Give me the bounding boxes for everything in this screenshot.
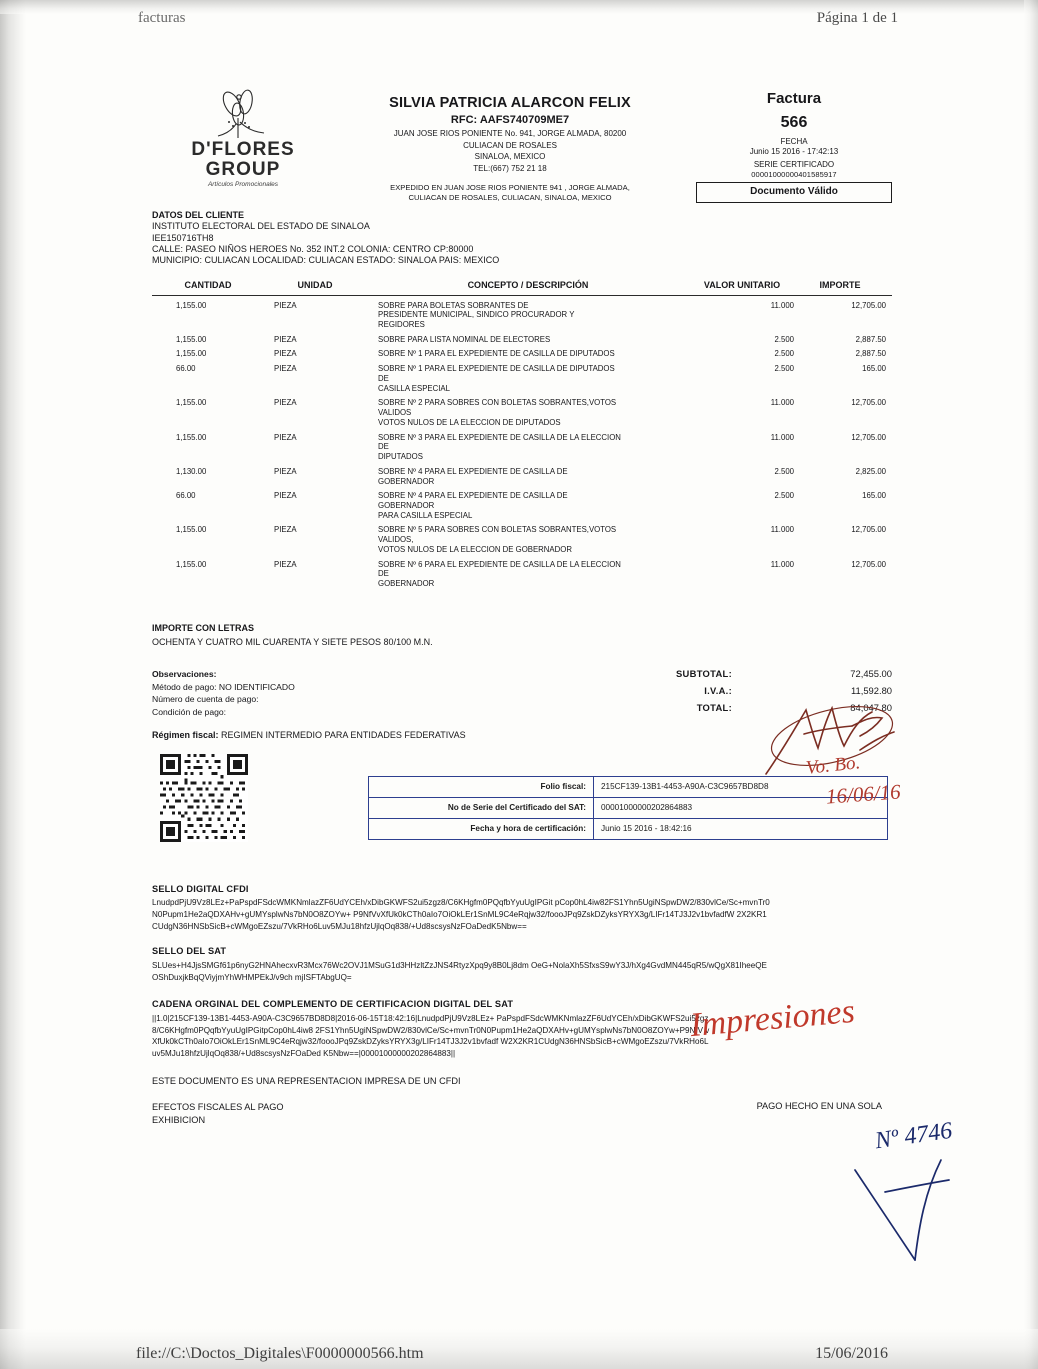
concepto-line: DE: [378, 569, 389, 579]
invoice-date-label: FECHA: [780, 136, 808, 146]
issuer-address-3: SINALOA, MEXICO: [474, 152, 546, 162]
table-row: [152, 462, 892, 486]
fiscal-row: [369, 797, 888, 818]
invoice-label: Factura: [766, 90, 822, 107]
table-row: [152, 428, 892, 462]
flower-logo-icon: [180, 90, 306, 140]
concepto-line: GOBERNADOR: [378, 476, 435, 486]
handwritten-vobo: Vo. Bo.: [804, 752, 862, 779]
print-header-page: Página 1 de 1: [816, 10, 898, 26]
table-row: [152, 555, 892, 589]
cell-cantidad: 1,155.00: [176, 300, 207, 310]
issuer-expedido-line2: CULIACAN DE ROSALES, CULIACAN, SINALOA, MEXICO: [408, 193, 612, 203]
concepto-line: VALIDOS,: [378, 535, 414, 545]
cell-cantidad: 66.00: [176, 364, 196, 374]
invoice-serie-label: SERIE CERTIFICADO: [753, 159, 835, 169]
invoice-number: 566: [780, 113, 808, 131]
col-unidad: UNIDAD: [264, 280, 366, 295]
cell-concepto: [366, 295, 690, 330]
cell-cantidad: 1,155.00: [176, 525, 207, 535]
observations-metodo: Método de pago: NO IDENTIFICADO: [152, 681, 295, 692]
qr-code: [160, 754, 248, 842]
client-block: [152, 210, 892, 266]
concepto-line: REGIDORES: [378, 319, 425, 329]
amount-in-words-heading: IMPORTE CON LETRAS: [152, 622, 255, 633]
concepto-line: SOBRE PARA LISTA NOMINAL DE ELECTORES: [378, 334, 551, 344]
cell-concepto: [366, 462, 690, 486]
total-value: 84,047.80: [850, 701, 892, 713]
subtotal-value: 72,455.00: [850, 668, 892, 680]
cell-valor-unitario: 11.000: [770, 525, 794, 535]
concepto-line: SOBRE Nº 4 PARA EL EXPEDIENTE DE CASILLA DE: [378, 466, 568, 476]
issuer-rfc: RFC: AAFS740709ME7: [450, 114, 570, 127]
totals-subtotal-row: [562, 668, 892, 680]
concepto-line: GOBERNADOR: [378, 579, 435, 589]
concepto-line: DE: [378, 442, 389, 452]
observations-condicion: Condición de pago:: [152, 706, 227, 717]
cadena-heading: CADENA ORGINAL DEL COMPLEMENTO DE CERTIFICACION DIGITAL DEL SAT: [152, 999, 514, 1010]
pago-note: PAGO HECHO EN UNA SOLA: [756, 1101, 882, 1112]
efectos-line2: EXHIBICION: [152, 1115, 206, 1126]
cell-cantidad: 1,155.00: [176, 432, 207, 442]
handwritten-flourish: [845, 1140, 995, 1275]
issuer-expedido-line1: EXPEDIDO EN JUAN JOSE RIOS PONIENTE 941 , JORGE ALMADA,: [390, 182, 630, 192]
cell-concepto: [366, 359, 690, 393]
fiscal-row-label: No de Serie del Certificado del SAT:: [369, 797, 594, 818]
table-row: [152, 486, 892, 520]
cell-valor-unitario: 2.500: [774, 466, 794, 476]
sello-cfdi-value: LnudpdPjU9Vz8LEz+PaPspdFSdcWMKNmlazZF6UdYCEh/xDibGKWFS2ui5zgz8/C6KHgfm0PQqfbYyuUgIPGit pCop0hL4iw82FS1Yhn5UgiNSpwDW2/830vlCe/Sc+mvnTr0N0Pupm1He2aQDXAHv+gUMYsplwNs7bN0O8ZOYw+ P9NfVvXfUk0kCTh0aIo7OiOkLEr1SnML9C4eRqjw32/foooJPq9ZskDZyksYRYX3g/LIFr14TJ3J2v1bvfadfW 2X2KR1CUdgN36HNSbSicB+cWMgoEZszu/7VkRHo6Luv5MJu18hfzUjlqOq838/+Ud8scsysNzFOaDedK5Nbw==: [152, 898, 770, 931]
cell-concepto: [366, 486, 690, 520]
fiscal-table: [368, 776, 888, 841]
cell-importe: 2,887.50: [855, 349, 886, 359]
items-table: [152, 280, 892, 589]
print-footer-date: 15/06/2016: [815, 1345, 888, 1362]
concepto-line: SOBRE Nº 6 PARA EL EXPEDIENTE DE CASILLA DE LA ELECCION: [378, 559, 621, 569]
invoice-header: [152, 90, 892, 208]
cell-cantidad: 1,130.00: [176, 466, 207, 476]
cell-concepto: [366, 520, 690, 554]
concepto-line: DE: [378, 373, 389, 383]
cell-unidad: PIEZA: [274, 525, 297, 535]
logo-text-line1: D'FLORES: [191, 139, 295, 160]
issuer-block: [330, 94, 690, 203]
items-table-header-row: [152, 280, 892, 295]
cell-unidad: PIEZA: [274, 398, 297, 408]
concepto-line: SOBRE Nº 1 PARA EL EXPEDIENTE DE CASILLA DE DIPUTADOS: [378, 349, 615, 359]
invoice-meta-block: [696, 90, 892, 203]
iva-label: I.V.A.:: [704, 685, 732, 697]
efectos-line1: EFECTOS FISCALES AL PAGO: [152, 1102, 284, 1113]
invoice-document: [152, 90, 892, 1141]
cell-unidad: PIEZA: [274, 432, 297, 442]
issuer-phone: TEL:(667) 752 21 18: [473, 163, 547, 173]
cell-valor-unitario: 11.000: [770, 559, 794, 569]
scan-edge-left: [0, 0, 26, 1369]
cell-valor-unitario: 2.500: [774, 364, 794, 374]
status-badge: Documento Válido: [696, 182, 892, 203]
company-logo: [180, 90, 306, 189]
invoice-serie-value: 00001000000401585917: [751, 169, 837, 179]
cell-importe: 12,705.00: [851, 300, 886, 310]
observations-heading: Observaciones:: [152, 669, 217, 680]
sello-sat-heading: SELLO DEL SAT: [152, 946, 227, 957]
cell-cantidad: 1,155.00: [176, 398, 207, 408]
total-label: TOTAL:: [696, 701, 732, 713]
cell-cantidad: 66.00: [176, 491, 196, 501]
amount-in-words-value: OCHENTA Y CUATRO MIL CUARENTA Y SIETE PESOS 80/100 M.N.: [152, 637, 433, 648]
cell-concepto: [366, 344, 690, 359]
cell-concepto: [366, 330, 690, 345]
concepto-line: GOBERNADOR: [378, 500, 435, 510]
concepto-line: SOBRE PARA BOLETAS SOBRANTES DE: [378, 300, 529, 310]
subtotal-label: SUBTOTAL:: [676, 668, 732, 680]
sello-cfdi-section: [152, 884, 892, 933]
cell-valor-unitario: 11.000: [770, 300, 794, 310]
sello-sat-value: SLUes+H4JjsSMGf61p6nyG2HNAhecxvR3Mcx76Wc2OVJ1MSuG1d3HHzltZzJNS4RtyzXpq9y8B0Lj8dm OeG+NolaXh5SfxsS9wY3J/hXg4GvdMN445qR5/wQgX81IheeQEOShDuxjkBqQViyjmYhWHMPEkJ/v9ch mjISFTAbgUQ=: [152, 960, 767, 982]
sello-sat-section: [152, 946, 892, 983]
concepto-line: VOTOS NULOS DE LA ELECCION DE DIPUTADOS: [378, 417, 561, 427]
cell-unidad: PIEZA: [274, 349, 297, 359]
cell-importe: 165.00: [862, 491, 886, 501]
fiscal-row-value: 00001000000202864883: [594, 797, 888, 818]
fiscal-row-label: Folio fiscal:: [369, 776, 594, 797]
cell-unidad: PIEZA: [274, 559, 297, 569]
concepto-line: SOBRE Nº 1 PARA EL EXPEDIENTE DE CASILLA DE DIPUTADOS: [378, 364, 615, 374]
cell-importe: 12,705.00: [851, 432, 886, 442]
cell-unidad: PIEZA: [274, 364, 297, 374]
print-header-title: facturas: [138, 10, 186, 26]
cell-cantidad: 1,155.00: [176, 334, 207, 344]
concepto-line: SOBRE Nº 5 PARA SOBRES CON BOLETAS SOBRANTES,VOTOS: [378, 525, 617, 535]
issuer-address-1: JUAN JOSE RIOS PONIENTE No. 941, JORGE ALMADA, 80200: [393, 129, 627, 139]
table-row: [152, 393, 892, 427]
iva-value: 11,592.80: [850, 685, 892, 697]
cell-concepto: [366, 428, 690, 462]
table-row: [152, 330, 892, 345]
logo-text-line2: GROUP: [205, 158, 281, 180]
client-name: INSTITUTO ELECTORAL DEL ESTADO DE SINALOA: [152, 221, 370, 232]
cell-unidad: PIEZA: [274, 491, 297, 501]
logo-tagline: Artículos Promocionales: [207, 180, 279, 188]
concepto-line: PRESIDENTE MUNICIPAL, SINDICO PROCURADOR Y: [378, 310, 575, 320]
client-location: MUNICIPIO: CULIACAN LOCALIDAD: CULIACAN ESTADO: SINALOA PAIS: MEXICO: [152, 255, 500, 265]
cell-valor-unitario: 2.500: [774, 349, 794, 359]
concepto-line: SOBRE Nº 2 PARA SOBRES CON BOLETAS SOBRANTES,VOTOS: [378, 398, 617, 408]
cell-importe: 2,887.50: [855, 334, 886, 344]
fiscal-row: [369, 819, 888, 840]
sello-cfdi-heading: SELLO DIGITAL CFDI: [152, 883, 249, 894]
concepto-line: PARA CASILLA ESPECIAL: [378, 510, 473, 520]
cell-valor-unitario: 2.500: [774, 334, 794, 344]
concepto-line: SOBRE Nº 4 PARA EL EXPEDIENTE DE CASILLA DE: [378, 491, 568, 501]
col-cantidad: CANTIDAD: [152, 280, 264, 295]
footer-notes-row: [152, 1101, 892, 1141]
fiscal-row-value: Junio 15 2016 - 18:42:16: [594, 819, 888, 840]
cell-concepto: [366, 393, 690, 427]
client-heading: DATOS DEL CLIENTE: [152, 210, 245, 220]
cell-unidad: PIEZA: [274, 300, 297, 310]
cell-cantidad: 1,155.00: [176, 559, 207, 569]
table-row: [152, 359, 892, 393]
scan-edge-right: [1024, 0, 1038, 1369]
invoice-date-value: Junio 15 2016 - 17:42:13: [749, 146, 839, 156]
cell-unidad: PIEZA: [274, 466, 297, 476]
cadena-value: ||1.0|215CF139-13B1-4453-A90A-C3C9657BD8D8|2016-06-15T18:42:16|LnudpdPjU9Vz8LEz+ PaPspdFSdcWMKNmlazZF6UdYCEh/xDibGKWFS2ui5zgz8/C6KHgfm0PQqfbYyuUgIPGitpCop0hL4iw8 2FS1Yhn5UgiNSpwDW2/830vlCe/Sc+mvnTr0N0Pupm1He2aQDXAHv+gUMYsplwNs7bN0O8ZOYw+P9NfV vXfUk0kCTh0aIo7OiOkLEr1SnML9C4eRqjw32/foooJPq9ZskDZyksYRYX3g/LIFr14TJ3J2v1bvfadf W2X2KR1CUdgN36HNSbSicB+cWMgoEZszu/7VkRHo6Luv5MJu18hfzUjlqOq838/+Ud8scsysNzFOaDed K5Nbw==|00001000000202864883||: [152, 1013, 710, 1058]
col-importe: IMPORTE: [794, 280, 892, 295]
table-row: [152, 295, 892, 330]
client-rfc: IEE150716TH8: [152, 232, 214, 243]
cell-importe: 12,705.00: [851, 398, 886, 408]
cell-importe: 12,705.00: [851, 525, 886, 535]
handwritten-impresiones: Impresiones: [688, 992, 857, 1045]
table-row: [152, 520, 892, 554]
cell-concepto: [366, 555, 690, 589]
cell-importe: 165.00: [862, 364, 886, 374]
concepto-line: CASILLA ESPECIAL: [378, 383, 450, 393]
client-street: CALLE: PASEO NIÑOS HEROES No. 352 INT.2 COLONIA: CENTRO CP:80000: [152, 243, 474, 254]
col-concepto: CONCEPTO / DESCRIPCIÓN: [366, 280, 690, 295]
issuer-expedido: [330, 183, 690, 204]
cell-importe: 2,825.00: [855, 466, 886, 476]
cell-cantidad: 1,155.00: [176, 349, 207, 359]
observations-cuenta: Número de cuenta de pago:: [152, 694, 259, 705]
issuer-address-2: CULIACAN DE ROSALES: [463, 140, 557, 150]
cell-valor-unitario: 11.000: [770, 398, 794, 408]
representacion-impresa-note: ESTE DOCUMENTO ES UNA REPRESENTACION IMPRESA DE UN CFDI: [152, 1075, 461, 1086]
handwritten-date: 16/06/16: [825, 779, 902, 809]
cell-importe: 12,705.00: [851, 559, 886, 569]
cell-unidad: PIEZA: [274, 334, 297, 344]
concepto-line: DIPUTADOS: [378, 452, 423, 462]
fiscal-row-value: 215CF139-13B1-4453-A90A-C3C9657BD8D8: [594, 776, 888, 797]
amount-in-words: [152, 623, 892, 649]
issuer-name: SILVIA PATRICIA ALARCON FELIX: [389, 95, 631, 111]
fiscal-row-label: Fecha y hora de certificación:: [369, 819, 594, 840]
table-row: [152, 344, 892, 359]
items-table-body: [152, 295, 892, 589]
handwritten-number: Nº 4746: [873, 1117, 954, 1155]
concepto-line: VALIDOS: [378, 408, 412, 418]
col-valor-unitario: VALOR UNITARIO: [690, 280, 794, 295]
fiscal-table-body: [369, 776, 888, 840]
print-footer-path: file://C:\Doctos_Digitales\F0000000566.htm: [136, 1345, 424, 1362]
cell-valor-unitario: 2.500: [774, 491, 794, 501]
concepto-line: SOBRE Nº 3 PARA EL EXPEDIENTE DE CASILLA DE LA ELECCION: [378, 432, 621, 442]
concepto-line: VOTOS NULOS DE LA ELECCION DE GOBERNADOR: [378, 544, 572, 554]
regimen-label: Régimen fiscal:: [152, 730, 219, 741]
regimen-value: REGIMEN INTERMEDIO PARA ENTIDADES FEDERATIVAS: [221, 730, 466, 741]
cell-valor-unitario: 11.000: [770, 432, 794, 442]
